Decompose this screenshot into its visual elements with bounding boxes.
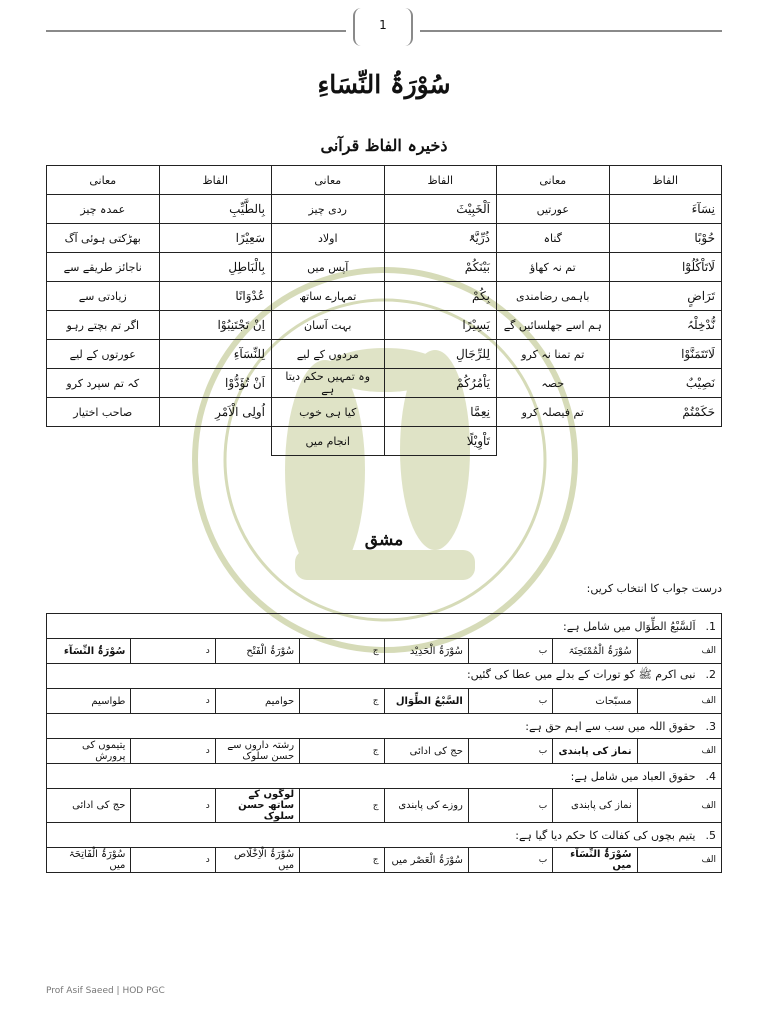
question-row — [47, 764, 722, 789]
question-row — [47, 823, 722, 848]
option-text[interactable]: سُوْرَۃُ الْمُمْتَحِنَۃ — [553, 639, 637, 664]
vocab-word: بَیْنَکُمْ — [384, 253, 497, 282]
vocab-word: بِالْبَاطِلِ — [159, 253, 272, 282]
option-letter: د — [131, 689, 215, 714]
option-letter: الف — [637, 689, 721, 714]
options-row — [47, 689, 722, 714]
options-row — [47, 789, 722, 823]
page-number: 1 — [353, 8, 413, 46]
correct-option[interactable]: السَّبْعُ الطِّوَال — [384, 689, 468, 714]
option-text[interactable]: رشتہ داروں سے حسن سلوک — [215, 739, 299, 764]
vocab-meaning: کیا ہی خوب — [272, 398, 385, 427]
question-number: 5. — [705, 828, 716, 842]
option-text[interactable]: سُوْرَۃُ الْفَاتِحَۃ میں — [47, 848, 131, 873]
correct-option[interactable]: نماز کی پابندی — [553, 739, 637, 764]
vocab-word: لِلنِّسَآءِ — [159, 340, 272, 369]
page-title: سُوْرَۃُ النِّسَاءِ — [317, 70, 451, 99]
vocab-word: لِلرِّجَالِ — [384, 340, 497, 369]
vocab-meaning: عمدہ چیز — [47, 195, 160, 224]
vocab-word: تَرَاضٍ — [609, 282, 722, 311]
question-number: 4. — [705, 769, 716, 783]
vocab-meaning: باہمی رضامندی — [497, 282, 610, 311]
vocab-heading: ذخیرہ الفاظ قرآنی — [320, 136, 448, 155]
option-letter: د — [131, 848, 215, 873]
vocab-empty-cell — [47, 427, 160, 456]
question-text — [47, 614, 722, 639]
vocab-header-cell: معانی — [47, 166, 160, 195]
vocab-meaning: کہ تم سپرد کرو — [47, 369, 160, 398]
vocab-table — [46, 165, 722, 456]
option-text[interactable]: سُوْرَۃُ الْحَدِیْد — [384, 639, 468, 664]
vocab-word: بِکُمْ — [384, 282, 497, 311]
option-letter: الف — [637, 639, 721, 664]
exercise-heading: مشق — [364, 530, 404, 550]
footer-credit: Prof Asif Saeed | HOD PGC — [46, 986, 165, 996]
vocab-meaning: تم نہ کھاؤ — [497, 253, 610, 282]
question-text — [47, 714, 722, 739]
vocab-meaning: مردوں کے لیے — [272, 340, 385, 369]
vocab-meaning: گناہ — [497, 224, 610, 253]
correct-option[interactable]: سُوْرَۃُ النِّسَآء میں — [553, 848, 637, 873]
vocab-meaning: بہت آسان — [272, 311, 385, 340]
vocab-word: نِعِمَّا — [384, 398, 497, 427]
vocab-word: عُدْوَانًا — [159, 282, 272, 311]
option-text[interactable]: حج کی ادائی — [47, 789, 131, 823]
options-row — [47, 848, 722, 873]
option-text[interactable]: سُوْرَۃُ الْاِخْلَاص میں — [215, 848, 299, 873]
vocab-word: لَاتَاْکُلُوْٓا — [609, 253, 722, 282]
vocab-meaning: ناجائز طریقے سے — [47, 253, 160, 282]
vocab-word: حَکَمْتُمْ — [609, 398, 722, 427]
option-letter: د — [131, 739, 215, 764]
vocab-word: یَاْمُرُکُمْ — [384, 369, 497, 398]
option-letter: ب — [468, 639, 552, 664]
vocab-meaning: حصہ — [497, 369, 610, 398]
vocab-meaning: وہ تمہیں حکم دیتا ہے — [272, 369, 385, 398]
correct-option[interactable]: لوگوں کے ساتھ حسن سلوک — [215, 789, 299, 823]
vocab-word: نِسَآءَ — [609, 195, 722, 224]
vocab-meaning: اگر تم بچتے رہو — [47, 311, 160, 340]
vocab-word: نَصِیْبٌ — [609, 369, 722, 398]
question-number: 2. — [705, 668, 716, 681]
vocab-meaning: عورتوں کے لیے — [47, 340, 160, 369]
vocab-meaning: تمہارے ساتھ — [272, 282, 385, 311]
vocab-word: ذُرِّیَّۃً — [384, 224, 497, 253]
question-label: اَلسَّبْعُ الطِّوَال میں شامل ہے: — [562, 619, 696, 633]
vocab-word: لَاتَتَمَنَّوْا — [609, 340, 722, 369]
option-letter: ج — [300, 848, 384, 873]
vocab-empty-cell — [159, 427, 272, 456]
option-text[interactable]: روزے کی پابندی — [384, 789, 468, 823]
vocab-row — [47, 311, 722, 340]
vocab-meaning: زیادتی سے — [47, 282, 160, 311]
vocab-meaning: صاحب اختیار — [47, 398, 160, 427]
vocab-word: سَعِیْرًا — [159, 224, 272, 253]
vocab-row — [47, 369, 722, 398]
option-text[interactable]: سُوْرَۃُ الْعَصْر میں — [384, 848, 468, 873]
question-label: حقوق اللہ میں سب سے اہم حق ہے: — [525, 719, 696, 733]
vocab-header-row — [47, 166, 722, 195]
option-letter: ب — [468, 789, 552, 823]
mcq-table — [46, 613, 722, 873]
option-letter: ب — [468, 689, 552, 714]
vocab-row — [47, 398, 722, 427]
option-text[interactable]: نماز کی پابندی — [553, 789, 637, 823]
option-letter: ج — [300, 689, 384, 714]
vocab-header-cell: معانی — [497, 166, 610, 195]
option-letter: د — [131, 789, 215, 823]
question-text — [47, 664, 722, 689]
vocab-word: اُولِی الْاَمْرِ — [159, 398, 272, 427]
option-text[interactable]: مسبّحات — [553, 689, 637, 714]
option-letter: الف — [637, 848, 721, 873]
vocab-word: نُّدْخِلْہُ — [609, 311, 722, 340]
vocab-meaning: ردی چیز — [272, 195, 385, 224]
vocab-word: اِنْ تَجْتَنِبُوْا — [159, 311, 272, 340]
question-number: 1. — [705, 619, 716, 633]
options-row — [47, 739, 722, 764]
option-text[interactable]: حج کی ادائی — [384, 739, 468, 764]
question-label: یتیم بچوں کی کفالت کا حکم دیا گیا ہے: — [515, 828, 696, 842]
options-row — [47, 639, 722, 664]
exercise-instruction: درست جواب کا انتخاب کریں: — [586, 582, 722, 595]
question-text — [47, 764, 722, 789]
option-text[interactable]: طواسیم — [47, 689, 131, 714]
vocab-meaning: انجام میں — [272, 427, 385, 456]
vocab-header-cell: الفاظ — [159, 166, 272, 195]
header-rule-left — [46, 30, 346, 32]
option-text[interactable]: یتیموں کی پرورش — [47, 739, 131, 764]
vocab-word: یَسِیْرًا — [384, 311, 497, 340]
vocab-row — [47, 340, 722, 369]
vocab-row — [47, 224, 722, 253]
header-rule-right — [420, 30, 722, 32]
vocab-row — [47, 195, 722, 224]
option-letter: الف — [637, 789, 721, 823]
vocab-empty-cell — [609, 427, 722, 456]
vocab-header-cell: الفاظ — [609, 166, 722, 195]
option-letter: ب — [468, 739, 552, 764]
vocab-meaning: عورتیں — [497, 195, 610, 224]
option-text[interactable]: حوامیم — [215, 689, 299, 714]
option-letter: ب — [468, 848, 552, 873]
option-letter: الف — [637, 739, 721, 764]
correct-option[interactable]: سُوْرَۃُ النِّسَآء — [47, 639, 131, 664]
question-label: نبی اکرم ﷺ کو تورات کے بدلے میں عطا کی گئیں: — [466, 668, 696, 681]
vocab-word: اَلْخَبِیْثَ — [384, 195, 497, 224]
vocab-header-cell: الفاظ — [384, 166, 497, 195]
vocab-meaning: اولاد — [272, 224, 385, 253]
vocab-word: اَنْ تُؤَدُّوْا — [159, 369, 272, 398]
vocab-meaning: تم تمنا نہ کرو — [497, 340, 610, 369]
question-label: حقوق العباد میں شامل ہے: — [570, 769, 696, 783]
vocab-header-cell: معانی — [272, 166, 385, 195]
vocab-meaning: بھڑکتی ہوئی آگ — [47, 224, 160, 253]
vocab-row — [47, 253, 722, 282]
option-letter: د — [131, 639, 215, 664]
vocab-word: تَاْوِیْلًا — [384, 427, 497, 456]
option-text[interactable]: سُوْرَۃُ الْفَتْح — [215, 639, 299, 664]
vocab-meaning: تم فیصلہ کرو — [497, 398, 610, 427]
vocab-meaning: ہم اسے جھلسائیں گے — [497, 311, 610, 340]
option-letter: ج — [300, 639, 384, 664]
question-row — [47, 714, 722, 739]
vocab-word: حُوْبًا — [609, 224, 722, 253]
option-letter: ج — [300, 739, 384, 764]
vocab-word: بِالطَّیِّبِ — [159, 195, 272, 224]
vocab-empty-cell — [497, 427, 610, 456]
vocab-row — [47, 282, 722, 311]
option-letter: ج — [300, 789, 384, 823]
vocab-row — [47, 427, 722, 456]
question-number: 3. — [705, 719, 716, 733]
question-text — [47, 823, 722, 848]
question-row — [47, 614, 722, 639]
vocab-meaning: آپس میں — [272, 253, 385, 282]
question-row — [47, 664, 722, 689]
